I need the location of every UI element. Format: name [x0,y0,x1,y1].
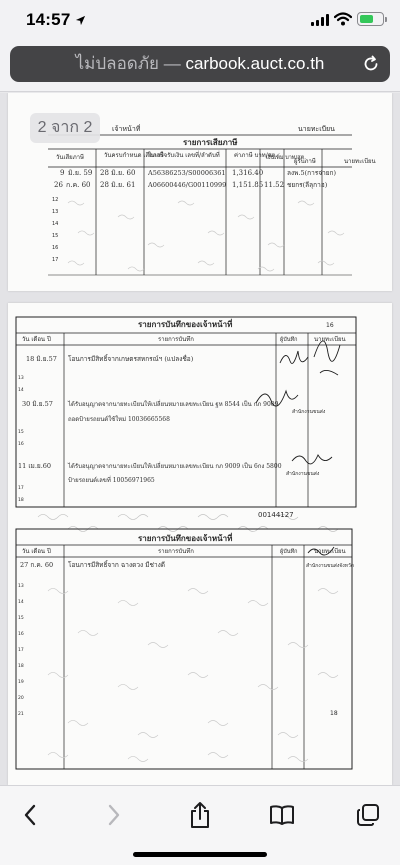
doc1-row1-due: 28 มิ.ย. 60 [100,169,136,177]
doc1-header-right: นายทะเบียน [298,125,335,133]
doc1-row1-tax: 1,316.40 [232,169,264,177]
doc2-col-1: รายการบันทึก [158,336,194,343]
doc2-entry4-text: ได้รับอนุญาตจากนายทะเบียนให้เปลี่ยนหมายเลขทะเบียน กภ 9009 เป็น 6กง 5800 [68,463,282,470]
svg-text:14: 14 [18,388,24,393]
svg-text:15: 15 [52,233,59,239]
doc1-col-4: เงินเพิ่ม บาท/สต. [266,155,306,161]
svg-text:17: 17 [18,486,24,491]
tabs-button[interactable] [350,800,386,830]
address-bar-area [0,40,400,92]
book-icon [269,804,295,826]
doc2-col-0: วัน เดือน ปี [22,336,51,343]
doc2-col-3: นายทะเบียน [314,336,346,343]
bookmarks-button[interactable] [264,800,300,830]
battery-level [360,15,373,23]
share-icon [189,801,211,829]
status-bar [0,0,400,40]
doc2-page-no: 16 [326,322,334,329]
doc1-row1-receiver: ลงพ.5(การจ่ายก) [287,169,336,177]
doc1-row2-due: 28 มิ.ย. 61 [100,181,136,189]
doc2-entry5-text: ป้ายรถยนต์เลขที่ 10056971965 [68,477,155,484]
doc1-row2-no: 26 [54,181,63,189]
pdf-page-1 [8,93,392,291]
doc1-row2-date: ก.ค. 60 [66,181,91,189]
svg-text:16: 16 [18,632,24,637]
home-indicator[interactable] [133,852,267,857]
url-domain: carbook.auct.co.th [185,54,325,73]
doc2-entry1-date: 18 มิ.ย.57 [26,355,57,363]
doc1-row2-tax: 1,151.85 [232,181,264,189]
svg-text:13: 13 [52,209,59,215]
doc1-col-1: วันครบกำหนด เสียภาษี [104,152,164,159]
doc2-entry2-date: 30 มิ.ย.57 [22,400,53,408]
doc2-title: รายการบันทึกของเจ้าหน้าที่ [138,320,233,329]
doc2-section2-title: รายการบันทึกของเจ้าหน้าที่ [138,534,233,543]
doc1-row1-no: 9 [60,169,65,177]
url-text[interactable] [10,46,390,82]
doc1-row2-fine: 11.52 [264,181,285,189]
svg-text:18: 18 [18,664,24,669]
doc2-footer-number: 00144127 [258,511,294,519]
address-bar[interactable] [10,46,390,82]
security-label: ไม่ปลอดภัย [75,54,159,73]
chevron-right-icon [107,804,121,826]
doc2-s2-stamp: สำนักงานขนส่งจังหวัด [306,563,355,569]
scanned-document-2 [8,303,392,785]
doc1-col-0: วันเสียภาษี [56,154,84,161]
doc2-s2-col-2: ผู้บันทึก [280,549,298,555]
doc2-stamp-text-1: สำนักงานขนส่ง [292,409,326,415]
share-button[interactable] [182,800,218,830]
reload-icon[interactable] [362,55,380,73]
doc2-s2-col-3: นายทะเบียน [314,548,346,555]
url-separator: — [159,54,186,73]
doc2-entry2-text: ได้รับอนุญาตจากนายทะเบียนให้เปลี่ยนหมายเลขทะเบียน ฐห 8544 เป็น กภ 9009 [68,401,279,408]
svg-text:16: 16 [18,442,24,447]
svg-text:18: 18 [18,498,24,503]
svg-text:14: 14 [52,221,59,227]
doc1-row1-date: มิ.ย. 59 [68,169,93,177]
svg-text:19: 19 [18,680,24,685]
pdf-page-2 [8,303,392,785]
status-time: 14:57 [26,10,71,29]
doc2-entry1-text: โอนการมีสิทธิ์จากเกษตรสหกรณ์ฯ (แปลงชื่อ) [68,355,194,363]
chevron-left-icon [23,804,37,826]
doc2-s2-col-0: วัน เดือน ปี [22,548,51,555]
doc1-row2-receiver: ชยกร(ลีลุกาฮ) [287,181,328,189]
svg-text:15: 15 [18,430,24,435]
tabs-icon [356,803,380,827]
doc2-entry4-date: 11 เม.ย.60 [18,462,52,470]
doc2-stamp-text-2: สำนักงานขนส่ง [286,471,320,477]
doc1-title: รายการเสียภาษี [183,138,238,147]
page-indicator: 2 จาก 2 [30,113,100,143]
doc1-col-2: ใบเสร็จรับเงิน เลขที่/ลำดับที่ [148,152,220,159]
doc1-col-3: ค่าภาษี บาท/สต. [234,152,278,159]
pdf-viewer[interactable] [0,93,400,785]
doc2-s2-entry1-date: 27 ก.ค. 60 [20,561,54,569]
doc2-entry3-text: ถอดป้ายรถยนต์ใช้ใหม่ 10036665568 [68,416,170,423]
doc2-col-2: ผู้บันทึก [280,337,298,343]
svg-text:17: 17 [52,257,59,263]
doc1-header-left: เจ้าหน้าที่ [112,125,141,133]
battery-icon [357,12,384,26]
svg-text:13: 13 [18,584,24,589]
doc2-bottom-page-no: 18 [330,710,338,717]
doc1-col-6: นายทะเบียน [344,158,376,165]
location-arrow-icon [75,15,86,26]
doc1-row1-receipt: A56386253/S00006361 [148,169,226,177]
cellular-signal-icon [311,14,330,26]
battery-cap [385,17,387,22]
svg-text:13: 13 [18,376,24,381]
svg-text:20: 20 [18,696,24,701]
svg-text:21: 21 [18,712,24,717]
doc1-col-5: ผู้รับภาษี [294,158,316,165]
svg-text:14: 14 [18,600,24,605]
svg-text:16: 16 [52,245,59,251]
doc2-s2-col-1: รายการบันทึก [158,548,194,555]
doc2-s2-entry1-text: โอนการมีสิทธิ์จาก ฉางดวง มีช่างดี [68,561,165,569]
forward-button[interactable] [96,800,132,830]
svg-text:17: 17 [18,648,24,653]
back-button[interactable] [12,800,48,830]
svg-text:12: 12 [52,197,59,203]
svg-text:15: 15 [18,616,24,621]
doc1-row2-receipt: A06600446/G00110999 [148,181,227,189]
wifi-icon [334,12,352,26]
